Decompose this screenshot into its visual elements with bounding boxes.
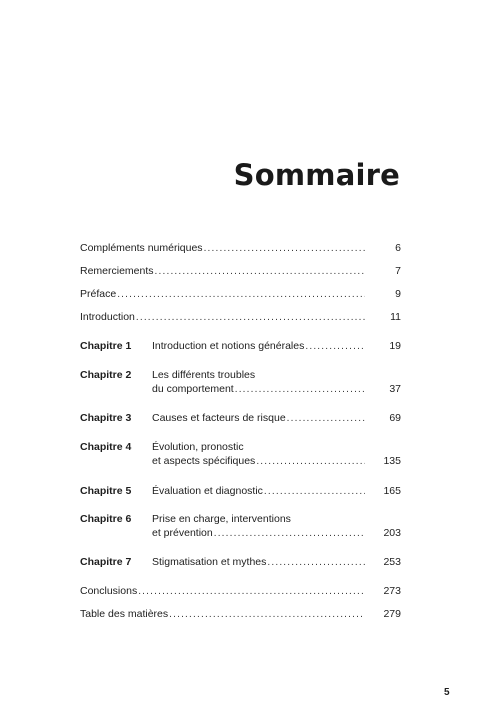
toc-entry-title: Table des matières <box>80 608 169 620</box>
toc-page-number: 9 <box>395 288 401 300</box>
toc-page-number: 6 <box>395 242 401 254</box>
leader-dots <box>204 242 365 256</box>
leader-dots <box>235 383 365 397</box>
chapter-label: Chapitre 5 <box>80 485 132 497</box>
leader-dots <box>138 585 365 599</box>
toc-page-number: 279 <box>383 608 401 620</box>
leader-dots <box>267 556 365 570</box>
chapter-label: Chapitre 3 <box>80 412 132 424</box>
leader-dots <box>155 265 365 279</box>
toc-entry-title: Introduction <box>80 311 135 323</box>
leader-dots <box>256 455 365 469</box>
chapter-label: Chapitre 7 <box>80 556 132 568</box>
leader-dots <box>287 412 365 426</box>
chapter-label: Chapitre 6 <box>80 513 132 525</box>
toc-page-number: 273 <box>383 585 401 597</box>
chapter-title-line-1: Prise en charge, interventions <box>152 513 291 525</box>
toc-entry-title: Conclusions <box>80 585 138 597</box>
chapter-title-line-1: Évolution, pronostic <box>152 441 244 453</box>
chapter-title: Causes et facteurs de risque <box>152 412 286 424</box>
chapter-title-line-2: et aspects spécifiques <box>152 455 256 467</box>
leader-dots <box>117 288 365 302</box>
toc-entry-title: Remerciements <box>80 265 154 277</box>
chapter-title: Introduction et notions générales <box>152 340 305 352</box>
leader-dots <box>214 527 365 541</box>
toc-page-number: 11 <box>390 311 401 323</box>
chapter-label: Chapitre 2 <box>80 369 132 381</box>
toc-page-number: 7 <box>395 265 401 277</box>
toc-page-number: 135 <box>383 455 401 467</box>
toc-page-number: 69 <box>389 412 401 424</box>
toc-page-number: 253 <box>383 556 401 568</box>
chapter-label: Chapitre 4 <box>80 441 132 453</box>
chapter-title: Stigmatisation et mythes <box>152 556 267 568</box>
chapter-title-line-1: Les différents troubles <box>152 369 256 381</box>
leader-dots <box>264 485 365 499</box>
leader-dots <box>136 311 365 325</box>
toc-entry-title: Compléments numériques <box>80 242 203 254</box>
toc-page-number: 37 <box>389 383 401 395</box>
chapter-title-line-2: du comportement <box>152 383 234 395</box>
chapter-title: Évaluation et diagnostic <box>152 485 263 497</box>
toc-page-number: 19 <box>389 340 401 352</box>
leader-dots <box>305 340 365 354</box>
toc-page-number: 165 <box>383 485 401 497</box>
leader-dots <box>169 608 365 622</box>
page-number: 5 <box>444 687 450 698</box>
chapter-title-line-2: et prévention <box>152 527 213 539</box>
toc-page-number: 203 <box>383 527 401 539</box>
chapter-label: Chapitre 1 <box>80 340 132 352</box>
toc-entry-title: Préface <box>80 288 117 300</box>
page-title: Sommaire <box>233 158 400 192</box>
